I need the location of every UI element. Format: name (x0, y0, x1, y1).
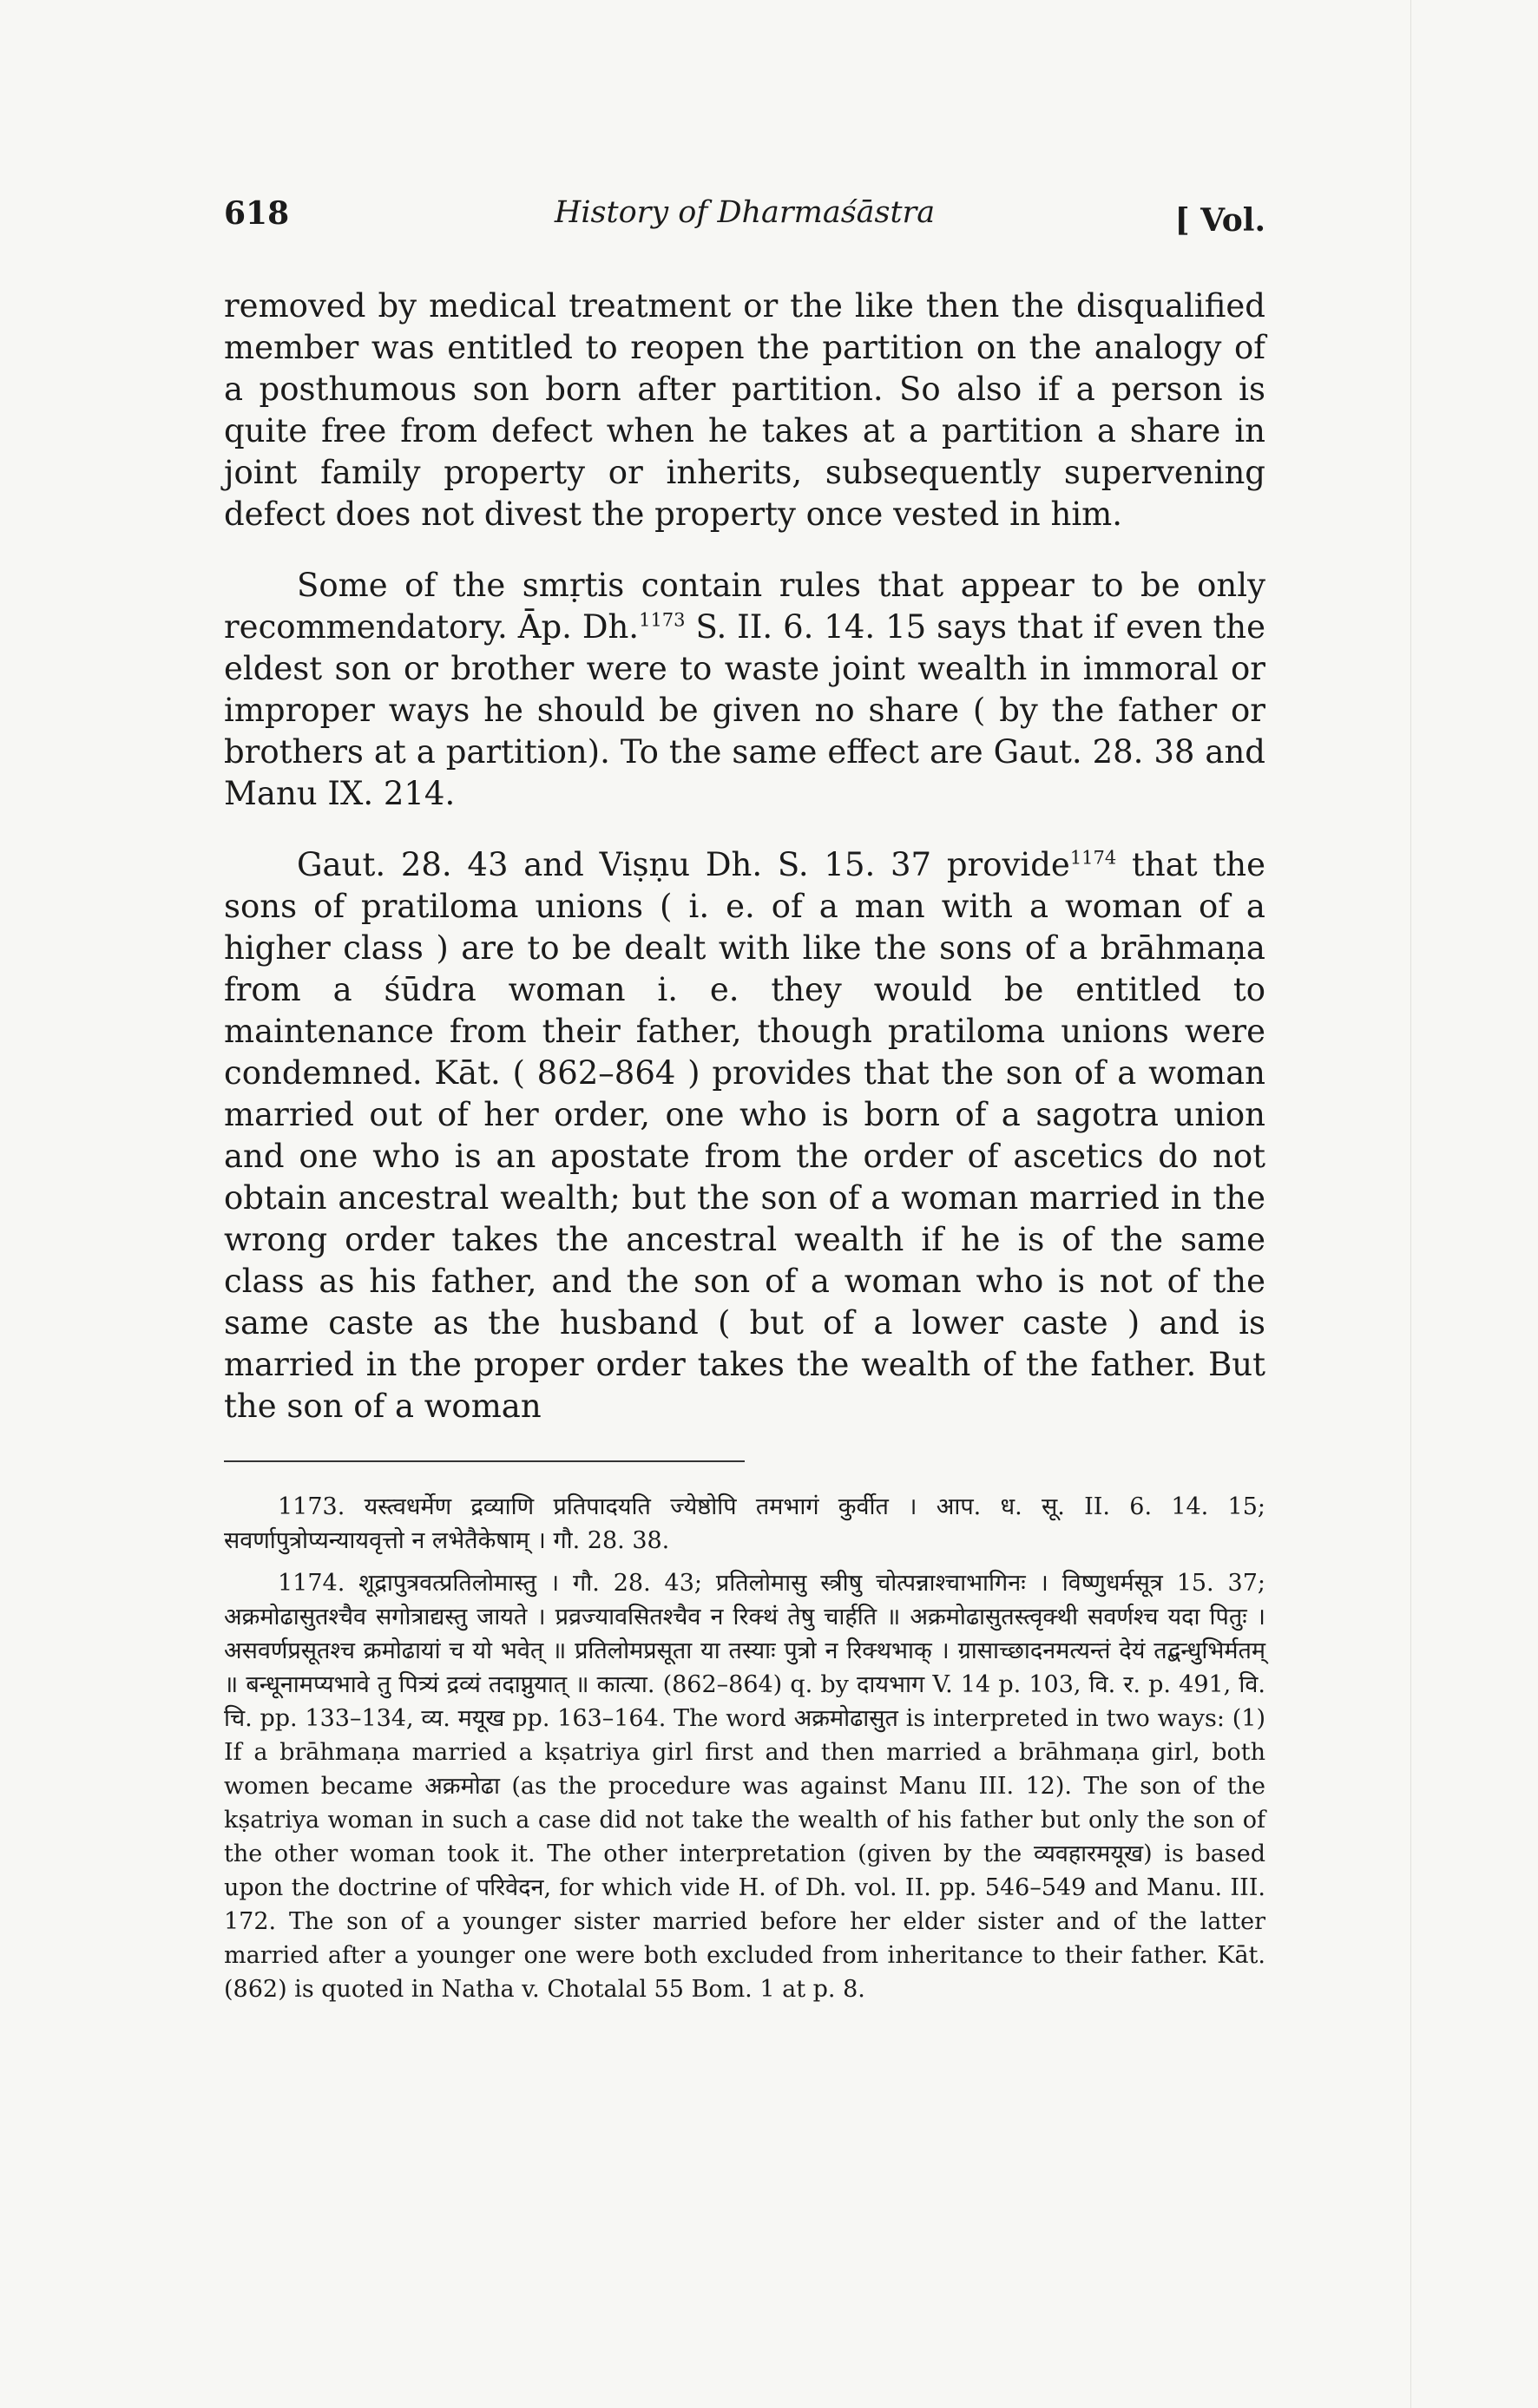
document-page (224, 195, 1265, 2015)
running-title: History of Dharmaśāstra (554, 195, 936, 230)
paragraph-2 (224, 565, 1265, 815)
paragraph-3-start: Gaut. 28. 43 and Viṣṇu Dh. S. 15. 37 provide (297, 846, 1070, 883)
footnotes (224, 1490, 1265, 2006)
volume-marker: [ Vol. (1174, 202, 1265, 239)
paragraph-3 (224, 844, 1265, 1427)
page-margin-line (1410, 0, 1411, 2408)
paragraph-2-rest: S. II. 6. 14. 15 says that if even the eldest son or brother were to waste joint wealth in immoral or improper ways he should be given no share ( by the father or brothers at a partition). To the same effect are Gaut. 28. 38 and Manu IX. 214. (224, 608, 1265, 812)
footnote-rule (224, 1460, 745, 1462)
paragraph-1: removed by medical treatment or the like then the disqualified member was entitled to reopen the partition on the analogy of a posthumous son born after partition. So also if a person is quite free from defect when he takes at a partition a share in joint family property or inherits, subsequently supervening defect does not divest the property once vested in him. (224, 287, 1265, 533)
page-number: 618 (224, 195, 290, 232)
footnote-1173: 1173. यस्त्वधर्मेण द्रव्याणि प्रतिपादयति ज्येष्ठोपि तमभागं कुर्वीत । आप. ध. सू. II. 6. 14. 15; सवर्णापुत्रोप्यन्यायवृत्तो न लभेतैकेषाम् । गौ. 28. 38. (224, 1493, 1265, 1554)
footnote-ref-1173[interactable]: 1173 (639, 609, 686, 631)
paragraph-3-rest: that the sons of pratiloma unions ( i. e. of a man with a woman of a higher class ) are to be dealt with like the sons of a brāhmaṇa from a śūdra woman i. e. they would be entitled to maintenance from their father, though pratiloma unions were condemned. Kāt. ( 862–864 ) provides that the son of a woman married out of her order, one who is born of a sagotra union and one who is an apostate from the order of ascetics do not obtain ancestral wealth; but the son of a woman married in the wrong order takes the ancestral wealth if he is of the same class as his father, and the son of a woman who is not of the same caste as the husband ( but of a lower caste ) and is married in the proper order takes the wealth of the father. But the son of a woman (224, 846, 1265, 1425)
running-head (224, 195, 1265, 247)
paragraph-2-start: Some of the smṛtis contain rules that appear to be only recommendatory. Āp. Dh. (224, 567, 1265, 646)
footnote-ref-1174[interactable]: 1174 (1069, 847, 1117, 869)
body-text (224, 285, 1265, 1427)
footnote-1174: 1174. शूद्रापुत्रवत्प्रतिलोमास्तु । गौ. 28. 43; प्रतिलोमासु स्त्रीषु चोत्पन्नाश्चाभागिनः । विष्णुधर्मसूत्र 15. 37; अक्रमोढासुतश्चैव सगोत्राद्यस्तु जायते । प्रव्रज्यावसितश्चैव न रिक्थं तेषु चार्हति ॥ अक्रमोढासुतस्त्वृक्थी सवर्णश्च यदा पितुः । असवर्णप्रसूतश्च क्रमोढायां च यो भवेत् ॥ प्रतिलोमप्रसूता या तस्याः पुत्रो न रिक्थभाक् । ग्रासाच्छादनमत्यन्तं देयं तद्बन्धुभिर्मतम् ॥ बन्धूनामप्यभावे तु पित्र्यं द्रव्यं तदाप्नुयात् ॥ कात्या. (862–864) q. by दायभाग V. 14 p. 103, वि. र. p. 491, वि. चि. pp. 133–134, व्य. मयूख pp. 163–164. The word अक्रमोढासुत is interpreted in two ways: (1) If a brāhmaṇa married a kṣatriya girl first and then married a brāhmaṇa girl, both women became अक्रमोढा (as the procedure was against Manu III. 12). The son of the kṣatriya woman in such a case did not take the wealth of his father but only the son of the other woman took it. The other interpretation (given by the व्यवहारमयूख) is based upon the doctrine of परिवेदन, for which vide H. of Dh. vol. II. pp. 546–549 and Manu. III. 172. The son of a younger sister married before her elder sister and of the latter married after a younger one were both excluded from inheritance to their father. Kāt. (862) is quoted in Natha v. Chotalal 55 Bom. 1 at p. 8. (224, 1570, 1265, 2003)
